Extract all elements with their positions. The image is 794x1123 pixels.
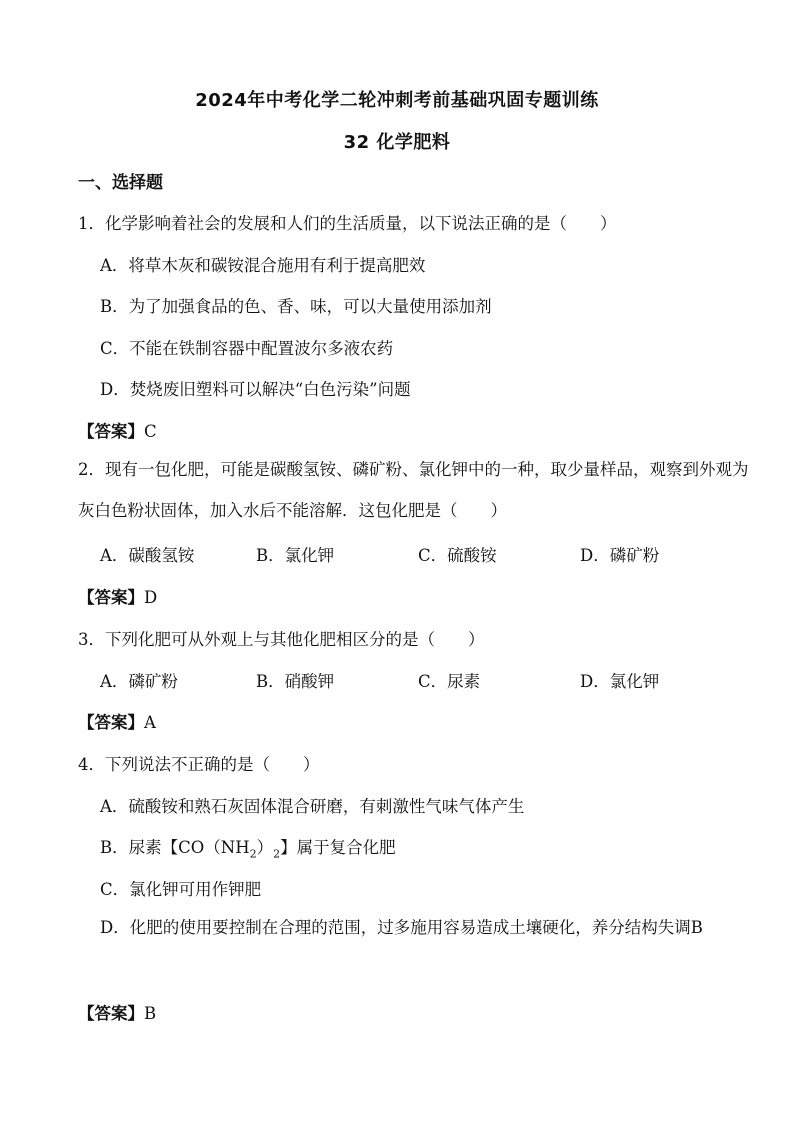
question-3-option-a: A．磷矿粉 — [100, 672, 178, 691]
subscript-2: 2 — [273, 847, 281, 861]
answer-value: C — [144, 422, 157, 441]
answer-value: A — [144, 713, 156, 732]
question-4-option-b-pre: B．尿素【CO（NH — [100, 838, 250, 857]
question-4-option-d: D．化肥的使用要控制在合理的范围，过多施用容易造成土壤硬化，养分结构失调B — [100, 918, 703, 937]
question-3-answer — [78, 709, 156, 733]
answer-value: D — [144, 588, 158, 607]
answer-label: 【答案】 — [78, 588, 144, 607]
question-1-stem: 1．化学影响着社会的发展和人们的生活质量，以下说法正确的是（ ） — [78, 214, 617, 233]
page-subtitle: 32 化学肥料 — [343, 132, 451, 153]
answer-label: 【答案】 — [78, 1004, 144, 1023]
subscript-2: 2 — [249, 847, 257, 861]
question-4-option-c: C．氯化钾可用作钾肥 — [100, 880, 262, 899]
question-2-option-d: D．磷矿粉 — [580, 546, 660, 565]
question-1-option-c: C．不能在铁制容器中配置波尔多液农药 — [100, 339, 394, 358]
question-2-answer — [78, 584, 157, 608]
question-4-answer — [78, 1000, 156, 1024]
question-1-option-b: B．为了加强食品的色、香、味，可以大量使用添加剂 — [100, 297, 492, 316]
question-4-option-a: A．硫酸铵和熟石灰固体混合研磨，有刺激性气味气体产生 — [100, 797, 525, 816]
question-4-stem: 4．下列说法不正确的是（ ） — [78, 755, 320, 774]
question-1-option-a: A．将草木灰和碳铵混合施用有利于提高肥效 — [100, 256, 426, 275]
question-3-option-b: B．硝酸钾 — [256, 672, 335, 691]
section-heading: 一、选择题 — [78, 173, 163, 193]
page-title: 2024年中考化学二轮冲刺考前基础巩固专题训练 — [195, 90, 599, 111]
question-3-stem: 3．下列化肥可从外观上与其他化肥相区分的是（ ） — [78, 630, 485, 649]
question-2-option-b: B．氯化钾 — [256, 546, 335, 565]
question-1-answer — [78, 418, 157, 442]
question-3-option-c: C．尿素 — [418, 672, 481, 691]
question-1-option-d: D．焚烧废旧塑料可以解决“白色污染”问题 — [100, 380, 411, 399]
question-4-option-b — [100, 834, 396, 860]
question-2-option-a: A．碳酸氢铵 — [100, 546, 195, 565]
question-4-option-b-post: 】属于复合化肥 — [280, 838, 396, 857]
answer-label: 【答案】 — [78, 713, 144, 732]
answer-label: 【答案】 — [78, 422, 144, 441]
answer-value: B — [144, 1004, 157, 1023]
question-2-stem: 2．现有一包化肥，可能是碳酸氢铵、磷矿粉、氯化钾中的一种，取少量样品，观察到外观为灰白色粉状固体，加入水后不能溶解．这包化肥是（ ） — [78, 460, 749, 520]
question-3-option-d: D．氯化钾 — [580, 672, 660, 691]
question-2-option-c: C．硫酸铵 — [418, 546, 497, 565]
question-4-option-b-mid: ） — [256, 838, 274, 857]
